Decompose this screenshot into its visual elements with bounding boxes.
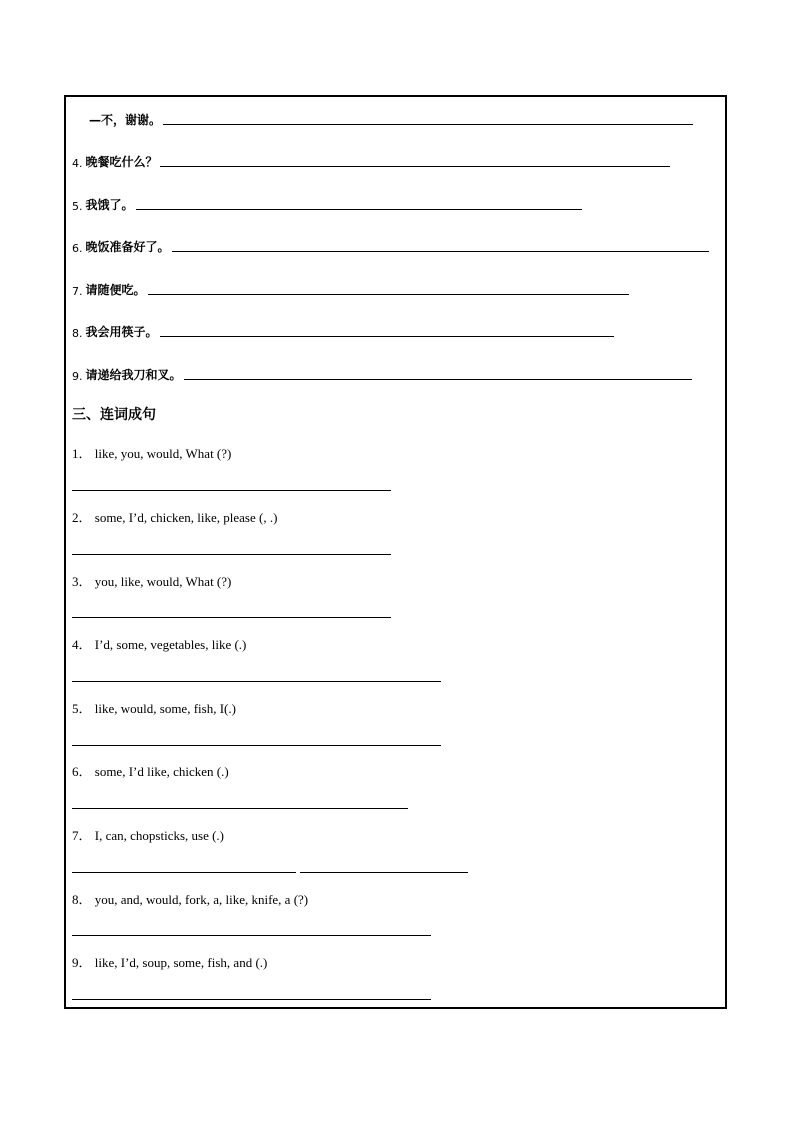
answer-line[interactable] bbox=[72, 617, 391, 618]
answer-line[interactable] bbox=[72, 999, 431, 1000]
question-number: 9． bbox=[72, 955, 92, 970]
question-number: 6． bbox=[72, 764, 92, 779]
answer-line[interactable] bbox=[72, 745, 441, 746]
question-words: you, and, would, fork, a, like, knife, a (?) bbox=[94, 892, 309, 907]
item-number: 9. bbox=[72, 370, 83, 383]
question-8 bbox=[72, 889, 308, 908]
item-chinese: 请随便吃。 bbox=[85, 283, 146, 297]
question-6 bbox=[72, 761, 229, 780]
question-2 bbox=[72, 507, 277, 526]
item-number: 6. bbox=[72, 242, 83, 255]
translation-item-7 bbox=[72, 278, 629, 298]
translation-item-8 bbox=[72, 320, 614, 340]
answer-line[interactable] bbox=[160, 166, 670, 167]
answer-line[interactable] bbox=[72, 935, 431, 936]
translation-item-6 bbox=[72, 235, 709, 255]
question-number: 2． bbox=[72, 510, 92, 525]
question-9 bbox=[72, 952, 267, 971]
answer-line[interactable] bbox=[72, 872, 296, 873]
question-1 bbox=[72, 443, 231, 462]
item-chinese: —不，谢谢。 bbox=[89, 113, 162, 127]
item-number: 4. bbox=[72, 157, 83, 170]
translation-item-5 bbox=[72, 193, 582, 213]
question-number: 7． bbox=[72, 828, 92, 843]
answer-line[interactable] bbox=[163, 124, 693, 125]
item-number: 8. bbox=[72, 327, 83, 340]
question-number: 5． bbox=[72, 701, 92, 716]
question-words: I’d, some, vegetables, like (.) bbox=[94, 637, 247, 652]
answer-line[interactable] bbox=[72, 808, 408, 809]
question-number: 8． bbox=[72, 892, 92, 907]
answer-line[interactable] bbox=[160, 336, 614, 337]
section-title: 三、连词成句 bbox=[72, 407, 156, 423]
translation-item-4 bbox=[72, 150, 670, 170]
item-chinese: 请递给我刀和叉。 bbox=[85, 368, 182, 382]
question-number: 3． bbox=[72, 574, 92, 589]
item-number: 5. bbox=[72, 200, 83, 213]
question-words: like, would, some, fish, I(.) bbox=[94, 701, 236, 716]
answer-line[interactable] bbox=[72, 554, 391, 555]
question-words: like, you, would, What (?) bbox=[94, 446, 232, 461]
question-7 bbox=[72, 825, 224, 844]
answer-line[interactable] bbox=[184, 379, 692, 380]
question-3 bbox=[72, 571, 231, 590]
answer-line[interactable] bbox=[136, 209, 582, 210]
answer-line[interactable] bbox=[300, 872, 468, 873]
answer-line[interactable] bbox=[148, 294, 629, 295]
item-chinese: 我饿了。 bbox=[85, 198, 134, 212]
answer-line[interactable] bbox=[172, 251, 709, 252]
question-number: 4． bbox=[72, 637, 92, 652]
question-words: you, like, would, What (?) bbox=[94, 574, 232, 589]
answer-line[interactable] bbox=[72, 490, 391, 491]
question-words: I, can, chopsticks, use (.) bbox=[94, 828, 225, 843]
item-number: 7. bbox=[72, 285, 83, 298]
item-chinese: 我会用筷子。 bbox=[85, 325, 158, 339]
translation-item-9 bbox=[72, 363, 692, 383]
question-5 bbox=[72, 698, 236, 717]
item-chinese: 晚餐吃什么？ bbox=[85, 155, 158, 169]
question-number: 1． bbox=[72, 446, 92, 461]
question-words: like, I’d, soup, some, fish, and (.) bbox=[94, 955, 268, 970]
question-4 bbox=[72, 634, 246, 653]
item-chinese: 晚饭准备好了。 bbox=[85, 240, 170, 254]
translation-item-0 bbox=[86, 108, 693, 128]
question-words: some, I’d, chicken, like, please (, .) bbox=[94, 510, 278, 525]
question-words: some, I’d like, chicken (.) bbox=[94, 764, 229, 779]
answer-line[interactable] bbox=[72, 681, 441, 682]
